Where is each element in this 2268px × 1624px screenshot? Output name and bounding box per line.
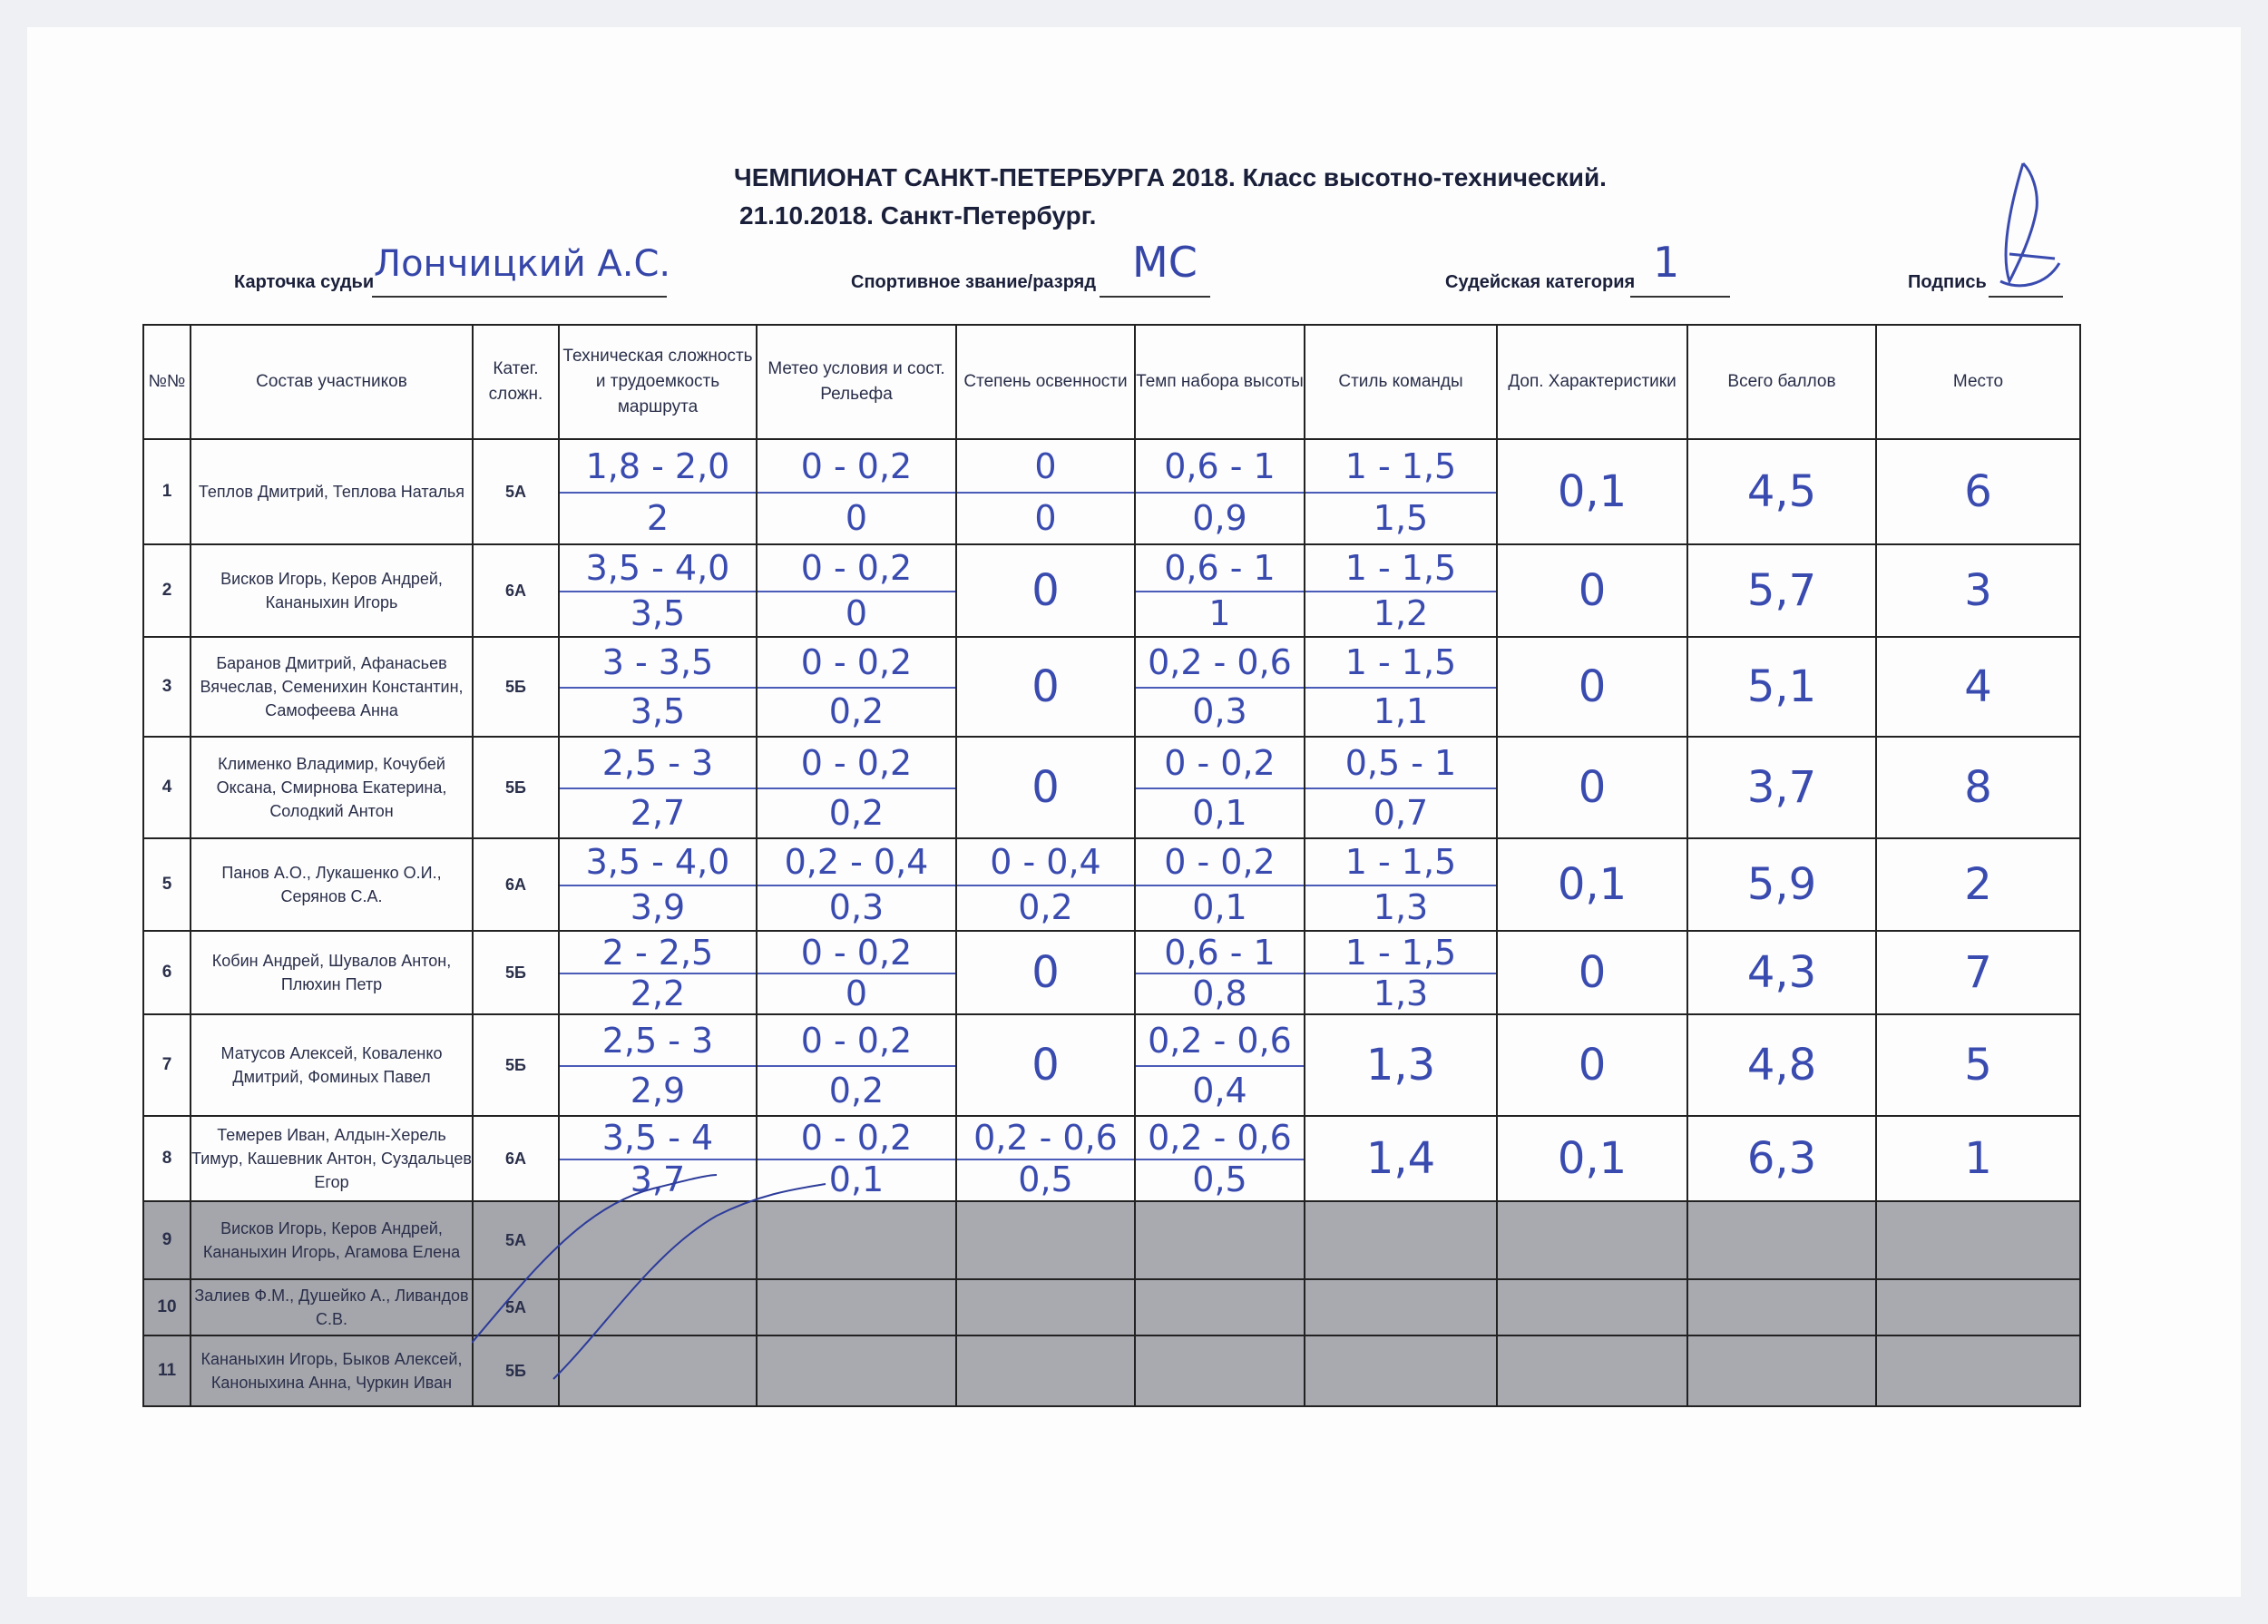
- meteo-score: 0,3: [828, 887, 885, 927]
- meteo-cell: [757, 838, 956, 931]
- category-cell: [473, 737, 559, 838]
- difficulty-category: 5Б: [505, 1361, 526, 1380]
- tech-score: 3,5: [630, 691, 686, 731]
- participants: Залиев Ф.М., Душейко А., Ливандов С.В.: [194, 1286, 469, 1328]
- tech-range: 2 - 2,5: [560, 932, 756, 974]
- tech-range: 3,5 - 4,0: [560, 839, 756, 886]
- temp-cell: [1135, 1116, 1305, 1201]
- col-header-num: №№: [143, 325, 191, 439]
- osv-range: 0 - 0,4: [957, 839, 1134, 886]
- participants-cell: [191, 1014, 473, 1116]
- category-cell: [473, 439, 559, 544]
- osv-score: 0: [1031, 762, 1060, 813]
- place-cell: [1876, 439, 2080, 544]
- osv-score: 0,2: [1018, 887, 1073, 927]
- col-header-dop: Доп. Характеристики: [1497, 325, 1687, 439]
- meteo-range: 0 - 0,2: [758, 738, 955, 789]
- row-number: 10: [157, 1297, 177, 1316]
- row-number: 11: [157, 1361, 177, 1380]
- temp-range: 0,6 - 1: [1136, 440, 1304, 494]
- meteo-score: 0,2: [828, 1070, 885, 1110]
- participants-cell: [191, 439, 473, 544]
- dop-cell: [1497, 1014, 1687, 1116]
- table-row: [143, 439, 2080, 544]
- total-value: 4,5: [1746, 466, 1817, 517]
- place-value: 3: [1964, 565, 1992, 616]
- total-cell: [1687, 838, 1876, 931]
- empty-cell: [1305, 1335, 1497, 1406]
- judge-label: Карточка судьи: [234, 272, 375, 292]
- tech-score: 3,9: [630, 887, 686, 927]
- osv-cell: [956, 544, 1135, 637]
- total-cell: [1687, 1116, 1876, 1201]
- tech-cell: [559, 544, 757, 637]
- osv-score: 0: [1034, 497, 1057, 538]
- col-header-category: Катег. сложн.: [473, 325, 559, 439]
- row-number: 6: [161, 963, 172, 982]
- participants: Кобин Андрей, Шувалов Антон, Плюхин Петр: [211, 952, 452, 993]
- dop-value: 0,1: [1557, 466, 1628, 517]
- participants: Темерев Иван, Алдын-Херель Тимур, Кашевник Антон, Суздальцев Егор: [191, 1126, 472, 1191]
- temp-score: 0,1: [1192, 887, 1247, 927]
- osv-score: 0,5: [1018, 1159, 1073, 1199]
- place-cell: [1876, 931, 2080, 1014]
- meteo-cell: [757, 544, 956, 637]
- osv-cell: [956, 1116, 1135, 1201]
- place-cell: [1876, 737, 2080, 838]
- dop-value: 0,1: [1557, 859, 1628, 910]
- place-value: 8: [1964, 762, 1992, 813]
- dop-cell: [1497, 544, 1687, 637]
- empty-cell: [1305, 1279, 1497, 1335]
- row-number: 5: [161, 875, 172, 894]
- participants-cell: [191, 637, 473, 737]
- row-number-cell: [143, 1116, 191, 1201]
- total-value: 3,7: [1746, 762, 1817, 813]
- participants: Кананыхин Игорь, Быков Алексей, Каноныхина Анна, Чуркин Иван: [200, 1350, 463, 1392]
- difficulty-category: 5Б: [505, 963, 526, 982]
- participants-cell: [191, 1279, 473, 1335]
- signature-mark: [1982, 154, 2064, 299]
- meteo-range: 0 - 0,2: [758, 1117, 955, 1160]
- row-number-cell: [143, 1279, 191, 1335]
- tech-score: 2,2: [630, 973, 686, 1013]
- participants: Панов А.О., Лукашенко О.И., Серянов С.А.: [221, 864, 442, 905]
- dop-cell: [1497, 931, 1687, 1014]
- dop-value: 0: [1578, 1040, 1607, 1091]
- tech-score: 2,7: [630, 792, 686, 833]
- tech-range: 3,5 - 4,0: [560, 545, 756, 592]
- signature-label: Подпись: [1908, 272, 1987, 292]
- osv-cell: [956, 439, 1135, 544]
- dop-value: 0,1: [1557, 1133, 1628, 1184]
- tech-range: 2,5 - 3: [560, 738, 756, 789]
- place-value: 6: [1964, 466, 1992, 517]
- row-number: 4: [161, 778, 172, 797]
- category-cell: [473, 637, 559, 737]
- temp-score: 0,4: [1192, 1070, 1247, 1110]
- col-header-place: Место: [1876, 325, 2080, 439]
- style-score: 0,7: [1373, 792, 1429, 833]
- place-value: 4: [1964, 661, 1992, 712]
- meteo-range: 0,2 - 0,4: [758, 839, 955, 886]
- total-cell: [1687, 439, 1876, 544]
- row-number-cell: [143, 1014, 191, 1116]
- tech-cell: [559, 737, 757, 838]
- table-row-unscored: [143, 1201, 2080, 1279]
- empty-cell: [956, 1201, 1135, 1279]
- category-line: [1630, 296, 1730, 298]
- temp-range: 0 - 0,2: [1136, 839, 1304, 886]
- temp-score: 1: [1208, 593, 1231, 633]
- table-row: [143, 838, 2080, 931]
- page-title: ЧЕМПИОНАТ САНКТ-ПЕТЕРБУРГА 2018. Класс высотно-технический.: [734, 163, 1607, 191]
- tech-range: 1,8 - 2,0: [560, 440, 756, 494]
- osv-range: 0,2 - 0,6: [957, 1117, 1134, 1160]
- temp-score: 0,1: [1192, 792, 1247, 833]
- participants-cell: [191, 1201, 473, 1279]
- empty-cell: [1135, 1335, 1305, 1406]
- osv-range: 0: [957, 440, 1134, 494]
- style-score: 1,3: [1365, 1040, 1436, 1091]
- meteo-range: 0 - 0,2: [758, 932, 955, 974]
- row-number-cell: [143, 931, 191, 1014]
- meteo-cell: [757, 1014, 956, 1116]
- difficulty-category: 5А: [504, 1297, 526, 1316]
- tech-score: 2,9: [630, 1070, 686, 1110]
- col-header-tech: Техническая сложность и трудоемкость маршрута: [559, 325, 757, 439]
- total-cell: [1687, 1014, 1876, 1116]
- col-header-osv: Степень освенности: [956, 325, 1135, 439]
- empty-cell: [1687, 1335, 1876, 1406]
- empty-cell: [1497, 1279, 1687, 1335]
- total-cell: [1687, 544, 1876, 637]
- participants-cell: [191, 737, 473, 838]
- table-row: [143, 637, 2080, 737]
- empty-cell: [1876, 1335, 2080, 1406]
- rank-value: МС: [1132, 238, 1198, 287]
- temp-score: 0,3: [1192, 691, 1247, 731]
- empty-cell: [1497, 1201, 1687, 1279]
- meteo-range: 0 - 0,2: [758, 545, 955, 592]
- dop-cell: [1497, 439, 1687, 544]
- meteo-score: 0: [845, 973, 868, 1013]
- temp-score: 0,5: [1192, 1159, 1247, 1199]
- participants-cell: [191, 931, 473, 1014]
- row-number-cell: [143, 1201, 191, 1279]
- meteo-score: 0: [845, 593, 868, 633]
- meteo-range: 0 - 0,2: [758, 440, 955, 494]
- style-range: 1 - 1,5: [1305, 545, 1496, 592]
- table-row: [143, 931, 2080, 1014]
- difficulty-category: 5Б: [505, 1055, 526, 1074]
- place-cell: [1876, 1014, 2080, 1116]
- dop-value: 0: [1578, 565, 1607, 616]
- total-value: 5,9: [1746, 859, 1817, 910]
- place-cell: [1876, 1116, 2080, 1201]
- meteo-score: 0,1: [828, 1159, 885, 1199]
- participants-cell: [191, 1335, 473, 1406]
- category-value: 1: [1653, 238, 1680, 287]
- empty-cell: [1876, 1279, 2080, 1335]
- row-number-cell: [143, 737, 191, 838]
- row-number: 9: [161, 1230, 172, 1249]
- place-cell: [1876, 838, 2080, 931]
- participants: Висков Игорь, Керов Андрей, Кананыхин Игорь, Агамова Елена: [202, 1219, 461, 1261]
- col-header-temp: Темп набора высоты: [1135, 325, 1305, 439]
- judge-line: [372, 296, 667, 298]
- temp-cell: [1135, 637, 1305, 737]
- participants: Баранов Дмитрий, Афанасьев Вячеслав, Семенихин Константин, Самофеева Анна: [200, 654, 464, 719]
- temp-cell: [1135, 544, 1305, 637]
- style-cell: [1305, 1014, 1497, 1116]
- meteo-score: 0,2: [828, 691, 885, 731]
- meteo-cell: [757, 931, 956, 1014]
- col-header-total: Всего баллов: [1687, 325, 1876, 439]
- results-table: [142, 324, 2081, 1407]
- place-value: 5: [1964, 1040, 1992, 1091]
- place-value: 2: [1964, 859, 1992, 910]
- difficulty-category: 5А: [504, 482, 526, 501]
- row-number: 7: [161, 1055, 172, 1074]
- tech-cell: [559, 637, 757, 737]
- style-cell: [1305, 1116, 1497, 1201]
- meteo-score: 0: [845, 497, 868, 538]
- header-row: [143, 325, 2080, 439]
- dop-cell: [1497, 1116, 1687, 1201]
- difficulty-category: 6А: [504, 1149, 526, 1168]
- dop-cell: [1497, 737, 1687, 838]
- style-score: 1,5: [1373, 497, 1429, 538]
- style-score: 1,4: [1365, 1133, 1436, 1184]
- osv-score: 0: [1031, 661, 1060, 712]
- dop-value: 0: [1578, 661, 1607, 712]
- tech-range: 3 - 3,5: [560, 638, 756, 689]
- row-number: 1: [161, 482, 172, 501]
- participants: Матусов Алексей, Коваленко Дмитрий, Фоминых Павел: [220, 1044, 443, 1086]
- style-range: 1 - 1,5: [1305, 638, 1496, 689]
- participants: Висков Игорь, Керов Андрей, Кананыхин Игорь: [220, 570, 443, 611]
- total-cell: [1687, 737, 1876, 838]
- style-score: 1,3: [1373, 887, 1429, 927]
- meteo-score: 0,2: [828, 792, 885, 833]
- participants: Клименко Владимир, Кочубей Оксана, Смирнова Екатерина, Солодкий Антон: [216, 755, 447, 820]
- tech-score: 2: [646, 497, 670, 538]
- tech-cell: [559, 838, 757, 931]
- empty-cell: [1876, 1201, 2080, 1279]
- total-value: 5,7: [1746, 565, 1817, 616]
- temp-cell: [1135, 439, 1305, 544]
- empty-cell: [1135, 1201, 1305, 1279]
- temp-cell: [1135, 931, 1305, 1014]
- osv-cell: [956, 637, 1135, 737]
- table-row: [143, 544, 2080, 637]
- table-row-unscored: [143, 1279, 2080, 1335]
- temp-score: 0,9: [1192, 497, 1247, 538]
- col-header-meteo: Метео условия и сост. Рельефа: [757, 325, 956, 439]
- empty-cell: [1305, 1201, 1497, 1279]
- difficulty-category: 5Б: [505, 677, 526, 696]
- difficulty-category: 6А: [504, 875, 526, 894]
- osv-cell: [956, 1014, 1135, 1116]
- table-row-unscored: [143, 1335, 2080, 1406]
- empty-cell: [1687, 1279, 1876, 1335]
- participants-cell: [191, 838, 473, 931]
- osv-cell: [956, 838, 1135, 931]
- dop-value: 0: [1578, 762, 1607, 813]
- style-score: 1,3: [1373, 973, 1429, 1013]
- empty-cell: [1135, 1279, 1305, 1335]
- total-cell: [1687, 637, 1876, 737]
- category-cell: [473, 931, 559, 1014]
- temp-cell: [1135, 737, 1305, 838]
- tech-cell: [559, 931, 757, 1014]
- style-range: 1 - 1,5: [1305, 932, 1496, 974]
- strike-lines: [472, 1170, 853, 1388]
- meteo-range: 0 - 0,2: [758, 1015, 955, 1067]
- style-cell: [1305, 838, 1497, 931]
- temp-range: 0,2 - 0,6: [1136, 638, 1304, 689]
- temp-range: 0 - 0,2: [1136, 738, 1304, 789]
- temp-range: 0,6 - 1: [1136, 932, 1304, 974]
- empty-cell: [956, 1335, 1135, 1406]
- table-row: [143, 1116, 2080, 1201]
- rank-line: [1100, 296, 1210, 298]
- tech-score: 3,5: [630, 593, 686, 633]
- tech-range: 2,5 - 3: [560, 1015, 756, 1067]
- empty-cell: [1497, 1335, 1687, 1406]
- category-cell: [473, 544, 559, 637]
- empty-cell: [1687, 1201, 1876, 1279]
- style-cell: [1305, 737, 1497, 838]
- tech-score: 3,7: [630, 1159, 686, 1199]
- row-number-cell: [143, 1335, 191, 1406]
- style-range: 1 - 1,5: [1305, 839, 1496, 886]
- meteo-cell: [757, 439, 956, 544]
- tech-cell: [559, 1014, 757, 1116]
- total-value: 4,8: [1746, 1040, 1817, 1091]
- participants-cell: [191, 544, 473, 637]
- place-cell: [1876, 637, 2080, 737]
- participants-cell: [191, 1116, 473, 1201]
- total-value: 5,1: [1746, 661, 1817, 712]
- osv-score: 0: [1031, 565, 1060, 616]
- category-cell: [473, 1014, 559, 1116]
- row-number: 3: [161, 677, 172, 696]
- style-cell: [1305, 544, 1497, 637]
- style-range: 0,5 - 1: [1305, 738, 1496, 789]
- row-number-cell: [143, 544, 191, 637]
- row-number-cell: [143, 838, 191, 931]
- judge-value: Лончицкий А.С.: [374, 243, 671, 285]
- style-cell: [1305, 439, 1497, 544]
- empty-cell: [956, 1279, 1135, 1335]
- meteo-cell: [757, 637, 956, 737]
- temp-range: 0,2 - 0,6: [1136, 1015, 1304, 1067]
- temp-cell: [1135, 1014, 1305, 1116]
- rank-label: Спортивное звание/разряд: [851, 272, 1097, 292]
- temp-score: 0,8: [1192, 973, 1247, 1013]
- col-header-style: Стиль команды: [1305, 325, 1497, 439]
- row-number: 8: [161, 1149, 172, 1168]
- osv-cell: [956, 737, 1135, 838]
- place-value: 7: [1964, 947, 1992, 998]
- difficulty-category: 5А: [504, 1230, 526, 1249]
- meteo-range: 0 - 0,2: [758, 638, 955, 689]
- osv-score: 0: [1031, 1040, 1060, 1091]
- col-header-names: Состав участников: [191, 325, 473, 439]
- temp-cell: [1135, 838, 1305, 931]
- dop-cell: [1497, 838, 1687, 931]
- difficulty-category: 6А: [504, 581, 526, 600]
- tech-cell: [559, 439, 757, 544]
- row-number: 2: [161, 581, 172, 600]
- osv-score: 0: [1031, 947, 1060, 998]
- row-number-cell: [143, 637, 191, 737]
- category-cell: [473, 838, 559, 931]
- style-range: 1 - 1,5: [1305, 440, 1496, 494]
- style-score: 1,2: [1373, 593, 1429, 633]
- temp-range: 0,2 - 0,6: [1136, 1117, 1304, 1160]
- dop-cell: [1497, 637, 1687, 737]
- row-number-cell: [143, 439, 191, 544]
- total-cell: [1687, 931, 1876, 1014]
- participants: Теплов Дмитрий, Теплова Наталья: [198, 483, 465, 501]
- table-row: [143, 1014, 2080, 1116]
- place-cell: [1876, 544, 2080, 637]
- style-cell: [1305, 637, 1497, 737]
- page-subtitle: 21.10.2018. Санкт-Петербург.: [739, 201, 1097, 230]
- style-cell: [1305, 931, 1497, 1014]
- tech-range: 3,5 - 4: [560, 1117, 756, 1160]
- difficulty-category: 5Б: [505, 778, 526, 797]
- style-score: 1,1: [1373, 691, 1429, 731]
- temp-range: 0,6 - 1: [1136, 545, 1304, 592]
- total-value: 4,3: [1746, 947, 1817, 998]
- place-value: 1: [1964, 1133, 1992, 1184]
- meteo-cell: [757, 737, 956, 838]
- dop-value: 0: [1578, 947, 1607, 998]
- osv-cell: [956, 931, 1135, 1014]
- category-label: Судейская категория: [1445, 272, 1636, 292]
- total-value: 6,3: [1746, 1133, 1817, 1184]
- table-row: [143, 737, 2080, 838]
